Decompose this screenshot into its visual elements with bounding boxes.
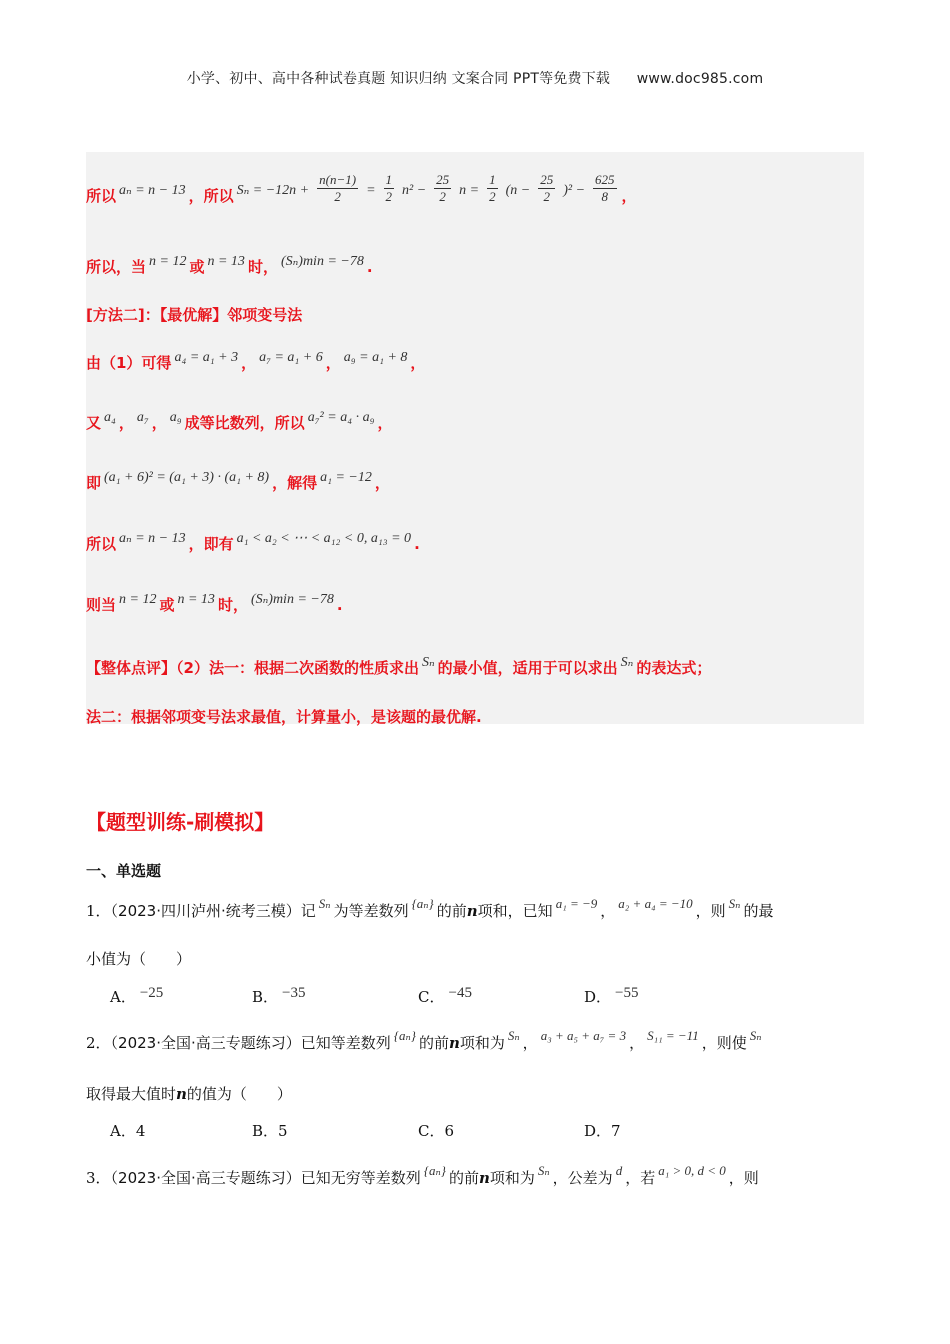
text: 项和为	[489, 1169, 535, 1187]
fraction	[381, 172, 398, 205]
option-c[interactable]	[418, 1120, 454, 1141]
text: ，则	[695, 902, 726, 920]
text: ，即有	[188, 535, 234, 553]
denominator: 2	[439, 189, 446, 204]
text: ，解得	[272, 474, 318, 492]
option-value: −35	[282, 985, 306, 1001]
option-value: 6	[444, 1122, 455, 1140]
formula: (Sₙ)min = −78	[280, 254, 364, 269]
solution-line-3	[86, 304, 302, 325]
formula: n = 12	[119, 592, 157, 607]
section-title: 【题型训练-刷模拟】	[86, 810, 275, 834]
formula: a₇² = a₄ · a₉	[307, 410, 375, 425]
text: ，若	[625, 1169, 656, 1187]
option-label: B．	[252, 1122, 279, 1140]
formula: n = 13	[177, 592, 215, 607]
option-c[interactable]	[418, 986, 472, 1007]
formula: a₉	[169, 410, 182, 425]
variable-n: n	[448, 1034, 460, 1052]
option-label: D．	[584, 988, 612, 1006]
text: 已知等差数列	[300, 1034, 391, 1052]
text: 已知无穷等差数列	[300, 1169, 421, 1187]
formula: Sₙ	[318, 896, 331, 911]
solution-line-8	[86, 594, 343, 615]
text: 的值为（ ）	[186, 1085, 292, 1103]
text: 或	[159, 596, 175, 614]
text: 所以	[86, 535, 117, 553]
formula: Sₙ	[749, 1028, 762, 1043]
formula: {aₙ}	[393, 1028, 416, 1043]
text: ，	[600, 902, 616, 920]
fraction	[535, 172, 558, 205]
solution-line-1	[86, 172, 637, 213]
denominator: 2	[334, 189, 341, 204]
solution-line-2	[86, 256, 373, 277]
formula: {aₙ}	[423, 1163, 446, 1178]
option-d[interactable]	[584, 1120, 621, 1141]
fraction	[431, 172, 454, 205]
question-number: 3．	[86, 1169, 111, 1187]
text: 的表达式；	[636, 659, 712, 677]
variable-n: n	[478, 1169, 490, 1187]
option-value: −25	[139, 985, 164, 1001]
formula: {aₙ}	[411, 896, 434, 911]
text: 项和为	[459, 1034, 505, 1052]
numerator: 625	[595, 172, 615, 187]
header-text: 小学、初中、高中各种试卷真题 知识归纳 文案合同 PPT等免费下载	[186, 71, 611, 87]
fraction	[484, 172, 501, 205]
solution-line-5	[86, 412, 392, 433]
solution-line-10	[86, 706, 482, 727]
text: ，	[325, 354, 341, 372]
formula: n =	[459, 183, 480, 198]
text: 的前	[418, 1034, 449, 1052]
text: 又	[86, 414, 102, 432]
text: ，	[629, 1034, 645, 1052]
option-value: −45	[448, 985, 472, 1001]
text: 则当	[86, 596, 117, 614]
formula: aₙ = n − 13	[119, 183, 186, 198]
text: ，	[621, 187, 637, 205]
option-value: 7	[611, 1122, 621, 1140]
formula: n = 12	[149, 254, 187, 269]
formula: a₁ > 0, d < 0	[658, 1163, 726, 1178]
variable-n: n	[176, 1085, 187, 1103]
text: 取得最大值时	[86, 1085, 177, 1103]
text: ，公差为	[552, 1169, 613, 1187]
text: 或	[189, 258, 205, 276]
formula: a₁ = −12	[320, 470, 372, 485]
formula: d	[615, 1163, 623, 1178]
page-header	[0, 68, 950, 88]
question-number: 2．	[86, 1034, 111, 1052]
formula: a₄	[104, 410, 116, 425]
text: ，	[377, 414, 393, 432]
formula: a₄ = a₁ + 3	[174, 350, 239, 365]
formula: a₃ + a₅ + a₇ = 3	[540, 1028, 627, 1043]
text: ，	[241, 354, 257, 372]
formula: aₙ = n − 13	[119, 531, 186, 546]
text: ，	[374, 474, 390, 492]
text: .	[366, 258, 373, 276]
comment-text: 【整体点评】（2）法一：根据二次函数的性质求出	[86, 659, 419, 677]
option-label: A．	[110, 1122, 136, 1140]
fraction	[314, 172, 361, 205]
subsection-title: 一、单选题	[86, 862, 162, 880]
text: 时，	[217, 596, 248, 614]
solution-box	[86, 152, 864, 724]
comment-text: 法二：根据邻项变号法求最值，计算量小，是该题的最优解.	[86, 708, 482, 726]
text: ，	[118, 414, 134, 432]
option-label: C．	[418, 988, 445, 1006]
text: 所以	[86, 187, 117, 205]
formula: Sₙ	[537, 1163, 550, 1178]
text: .	[414, 535, 420, 553]
denominator: 8	[601, 189, 609, 204]
option-value: −55	[615, 985, 639, 1001]
formula: a₉ = a₁ + 8	[343, 350, 408, 365]
numerator: 1	[489, 172, 496, 187]
denominator: 2	[489, 189, 496, 204]
formula: a₇	[136, 410, 149, 425]
formula: a₁ = −9	[555, 896, 598, 911]
text: 即	[86, 474, 102, 492]
text: 的最小值，适用于可以求出	[437, 659, 618, 677]
text: 时，	[247, 258, 278, 276]
option-a[interactable]	[110, 1120, 145, 1141]
formula: (n −	[505, 183, 531, 198]
option-label: B．	[252, 988, 279, 1006]
formula: n = 13	[207, 254, 245, 269]
question-source: （2023·全国·高三专题练习）	[110, 1034, 301, 1052]
numerator: 25	[436, 172, 450, 187]
numerator: 1	[385, 172, 393, 187]
text: 项和，已知	[477, 902, 553, 920]
denominator: 2	[385, 189, 393, 204]
formula: S₁₁ = −11	[647, 1028, 699, 1043]
option-b[interactable]	[252, 986, 306, 1007]
option-label: A．	[110, 988, 136, 1006]
denominator: 2	[543, 189, 550, 204]
option-value: 5	[278, 1122, 288, 1140]
question-1	[86, 896, 774, 921]
solution-line-4	[86, 352, 425, 373]
option-d[interactable]	[584, 986, 639, 1007]
text: ，	[522, 1034, 538, 1052]
formula: =	[366, 183, 376, 198]
option-label: D．	[584, 1122, 612, 1140]
text: 的前	[436, 902, 467, 920]
option-a[interactable]	[110, 986, 163, 1007]
formula: Sₙ	[507, 1028, 520, 1043]
variable-n: n	[466, 902, 478, 920]
question-2	[86, 1028, 765, 1053]
formula: Sₙ = −12n +	[236, 183, 310, 198]
formula: a₇ = a₁ + 6	[259, 350, 323, 365]
question-3	[86, 1163, 759, 1188]
text: 所以，当	[86, 258, 147, 276]
question-source: （2023·全国·高三专题练习）	[110, 1169, 301, 1187]
method-heading: [方法二]：【最优解】邻项变号法	[86, 306, 303, 324]
text: 记	[300, 902, 316, 920]
numerator: n(n−1)	[319, 172, 357, 187]
numerator: 25	[540, 172, 554, 187]
formula: a₂ + a₄ = −10	[618, 896, 693, 911]
header-site-link[interactable]: www.doc985.com	[636, 71, 764, 87]
formula: a₁ < a₂ < ⋯ < a₁₂ < 0, a₁₃ = 0	[236, 531, 412, 546]
text: 的前	[448, 1169, 479, 1187]
option-label: C．	[418, 1122, 445, 1140]
text: ，则	[728, 1169, 759, 1187]
solution-line-9	[86, 657, 711, 678]
question-2-line-2	[86, 1083, 292, 1104]
formula: (Sₙ)min = −78	[250, 592, 334, 607]
solution-line-6	[86, 472, 390, 493]
text: 的最	[743, 902, 774, 920]
text: ，所以	[188, 187, 234, 205]
formula: Sₙ	[620, 655, 634, 670]
option-value: 4	[135, 1122, 146, 1140]
text: ，	[410, 354, 426, 372]
fraction	[590, 172, 620, 205]
formula: (a₁ + 6)² = (a₁ + 3) · (a₁ + 8)	[104, 470, 270, 485]
question-1-line-2: 小值为（ ）	[86, 950, 192, 968]
option-b[interactable]	[252, 1120, 288, 1141]
text: 成等比数列，所以	[184, 414, 305, 432]
question-number: 1．	[86, 902, 111, 920]
text: .	[336, 596, 343, 614]
text: 为等差数列	[333, 902, 409, 920]
formula: Sₙ	[421, 655, 435, 670]
question-source: （2023·四川泸州·统考三模）	[110, 902, 301, 920]
text: ，则使	[701, 1034, 747, 1052]
text: ，	[151, 414, 167, 432]
formula: n² −	[402, 183, 427, 198]
text: 由（1）可得	[86, 354, 172, 372]
formula: )² −	[563, 183, 586, 198]
solution-line-7	[86, 533, 420, 554]
formula: Sₙ	[728, 896, 741, 911]
